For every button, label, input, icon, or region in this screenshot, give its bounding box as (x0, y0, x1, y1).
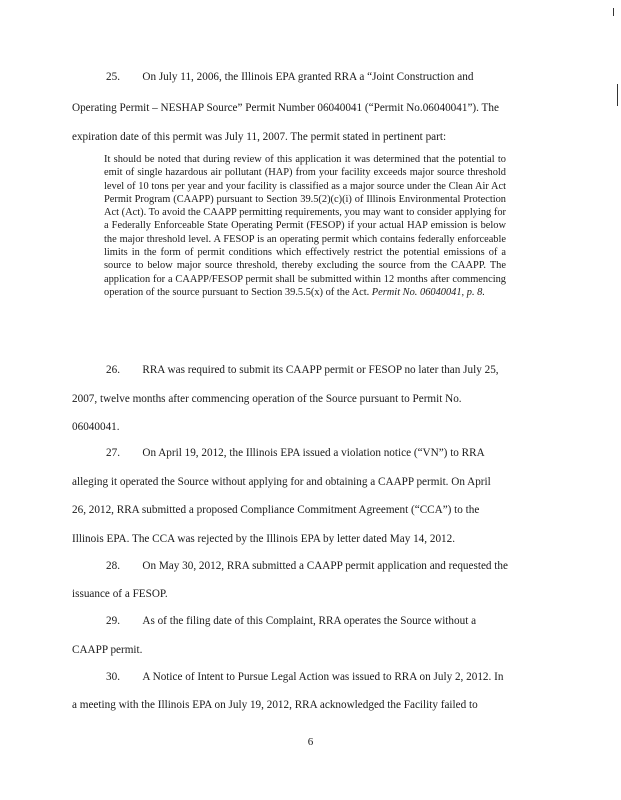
para-29-line-2: CAAPP permit. (72, 644, 143, 656)
para-27-line-2: alleging it operated the Source without applying for and obtaining a CAAPP permit. On April (72, 476, 491, 488)
para-30-line-2: a meeting with the Illinois EPA on July 19, 2012, RRA acknowledged the Facility failed to (72, 699, 478, 711)
scan-mark (613, 8, 614, 16)
para-28-line-2: issuance of a FESOP. (72, 588, 168, 600)
para-26-line-2: 2007, twelve months after commencing operation of the Source pursuant to Permit No. (72, 393, 462, 405)
page-number: 6 (307, 736, 314, 748)
para-27-line-3: 26, 2012, RRA submitted a proposed Compliance Commitment Agreement (“CCA”) to the (72, 504, 480, 516)
scan-mark (617, 84, 618, 106)
para-29-line-1: 29. As of the filing date of this Complaint, RRA operates the Source without a (106, 615, 477, 627)
para-26-line-1: 26. RRA was required to submit its CAAPP permit or FESOP no later than July 25, (106, 364, 499, 376)
quote-text: It should be noted that during review of this application it was determined that the potential to emit of single hazardous air pollutant (HAP) from your facility exceeds major source threshold level of 10 tons per year and your facility is classified as a major source under the Clean Air Act Permit Program (CAAPP) pursuant to Section 39.5(2)(c)(i) of Illinois Environmental Protection Act (Act). To avoid the CAAPP permitting requirements, you may want to consider applying for a Federally Enforceable State Operating Permit (FESOP) if your actual HAP emission is below the major threshold level. A FESOP is an operating permit which contains federally enforceable limits in the form of permit conditions which effectively restrict the potential emissions of a source to below major source threshold, thereby excluding the source from the CAAPP. The application for a CAAPP/FESOP permit shall be submitted within 12 months after commencing operation of the source pursuant to Section 39.5.5(x) of the Act. (104, 154, 506, 298)
block-quote (104, 153, 506, 299)
para-27-line-4: Illinois EPA. The CCA was rejected by the Illinois EPA by letter dated May 14, 2012. (72, 533, 456, 545)
para-26-line-3: 06040041. (72, 421, 120, 433)
para-25-line-3: expiration date of this permit was July 11, 2007. The permit stated in pertinent part: (72, 131, 447, 143)
para-28-line-1: 28. On May 30, 2012, RRA submitted a CAAPP permit application and requested the (106, 560, 508, 572)
para-27-line-1: 27. On April 19, 2012, the Illinois EPA issued a violation notice (“VN”) to RRA (106, 447, 485, 459)
quote-citation: Permit No. 06040041, p. 8. (371, 286, 485, 298)
para-25-line-1: 25. On July 11, 2006, the Illinois EPA granted RRA a “Joint Construction and (106, 71, 474, 83)
para-25-line-2: Operating Permit – NESHAP Source” Permit Number 06040041 (“Permit No.06040041”). The (72, 102, 499, 114)
para-30-line-1: 30. A Notice of Intent to Pursue Legal Action was issued to RRA on July 2, 2012. In (106, 671, 504, 683)
